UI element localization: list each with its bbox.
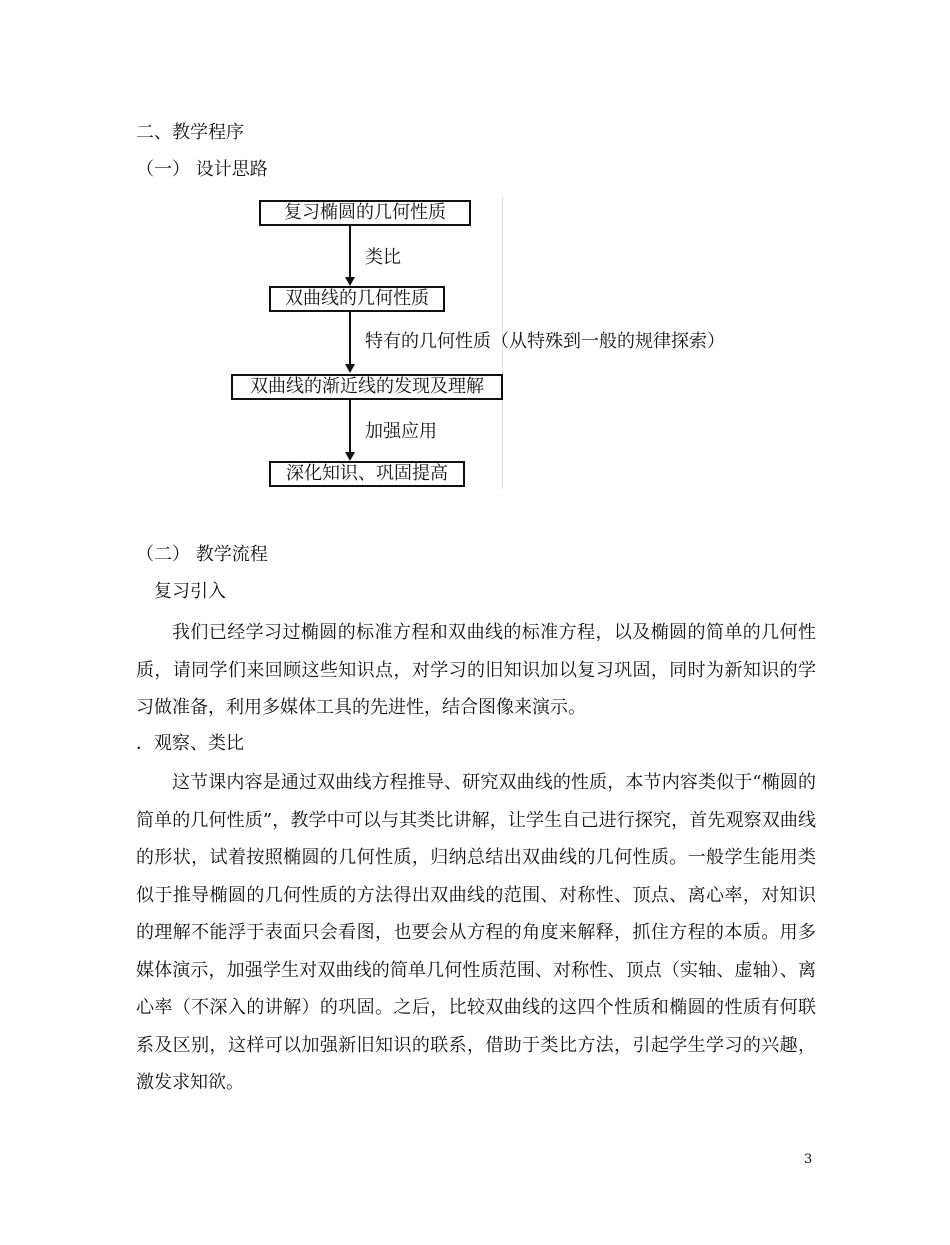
heading-observe-analogy: ．观察、类比 (136, 733, 244, 754)
flow-label-analogy: 类比 (365, 247, 401, 268)
paragraph-review: 我们已经学习过椭圆的标准方程和双曲线的标准方程，以及椭圆的简单的几何性质，请同学们来回顾这些知识点，对学习的旧知识加以复习巩固，同时为新知识的学习做准备，利用多媒体工具的先进性，结合图像来演示。 (136, 622, 816, 718)
flow-label-application: 加强应用 (365, 421, 437, 442)
arrow-down-icon (345, 364, 355, 373)
flow-arrow-1 (349, 226, 351, 277)
flow-arrow-3 (349, 400, 351, 452)
flow-box-review-ellipse: 复习椭圆的几何性质 (259, 200, 471, 226)
flow-label-special-properties: 特有的几何性质（从特殊到一般的规律探索） (365, 331, 725, 352)
arrow-down-icon (345, 452, 355, 461)
subsection-teaching-flow: （二） 教学流程 (136, 544, 268, 565)
page-number: 3 (804, 1152, 813, 1167)
flow-box-asymptote: 双曲线的渐近线的发现及理解 (231, 374, 503, 400)
flow-box-deepen-knowledge: 深化知识、巩固提高 (269, 461, 465, 487)
arrow-down-icon (345, 277, 355, 286)
flow-box-hyperbola-properties: 双曲线的几何性质 (269, 286, 445, 312)
flow-arrow-2 (349, 312, 351, 364)
subsection-design-idea: （一） 设计思路 (136, 159, 268, 180)
heading-review: 复习引入 (154, 581, 226, 602)
section-heading: 二、教学程序 (136, 122, 244, 143)
paragraph-observe-analogy: 这节课内容是通过双曲线方程推导、研究双曲线的性质，本节内容类似于“椭圆的简单的几何性质”，教学中可以与其类比讲解，让学生自己进行探究，首先观察双曲线的形状，试着按照椭圆的几何性质，归纳总结出双曲线的几何性质。一般学生能用类似于推导椭圆的几何性质的方法得出双曲线的范围、对称性、顶点、离心率，对知识的理解不能浮于表面只会看图，也要会从方程的角度来解释，抓住方程的本质。用多媒体演示，加强学生对双曲线的简单几何性质范围、对称性、顶点（实轴、虚轴）、离心率（不深入的讲解）的巩固。之后，比较双曲线的这四个性质和椭圆的性质有何联系及区别，这样可以加强新旧知识的联系，借助于类比方法，引起学生学习的兴趣，激发求知欲。 (136, 772, 816, 1093)
